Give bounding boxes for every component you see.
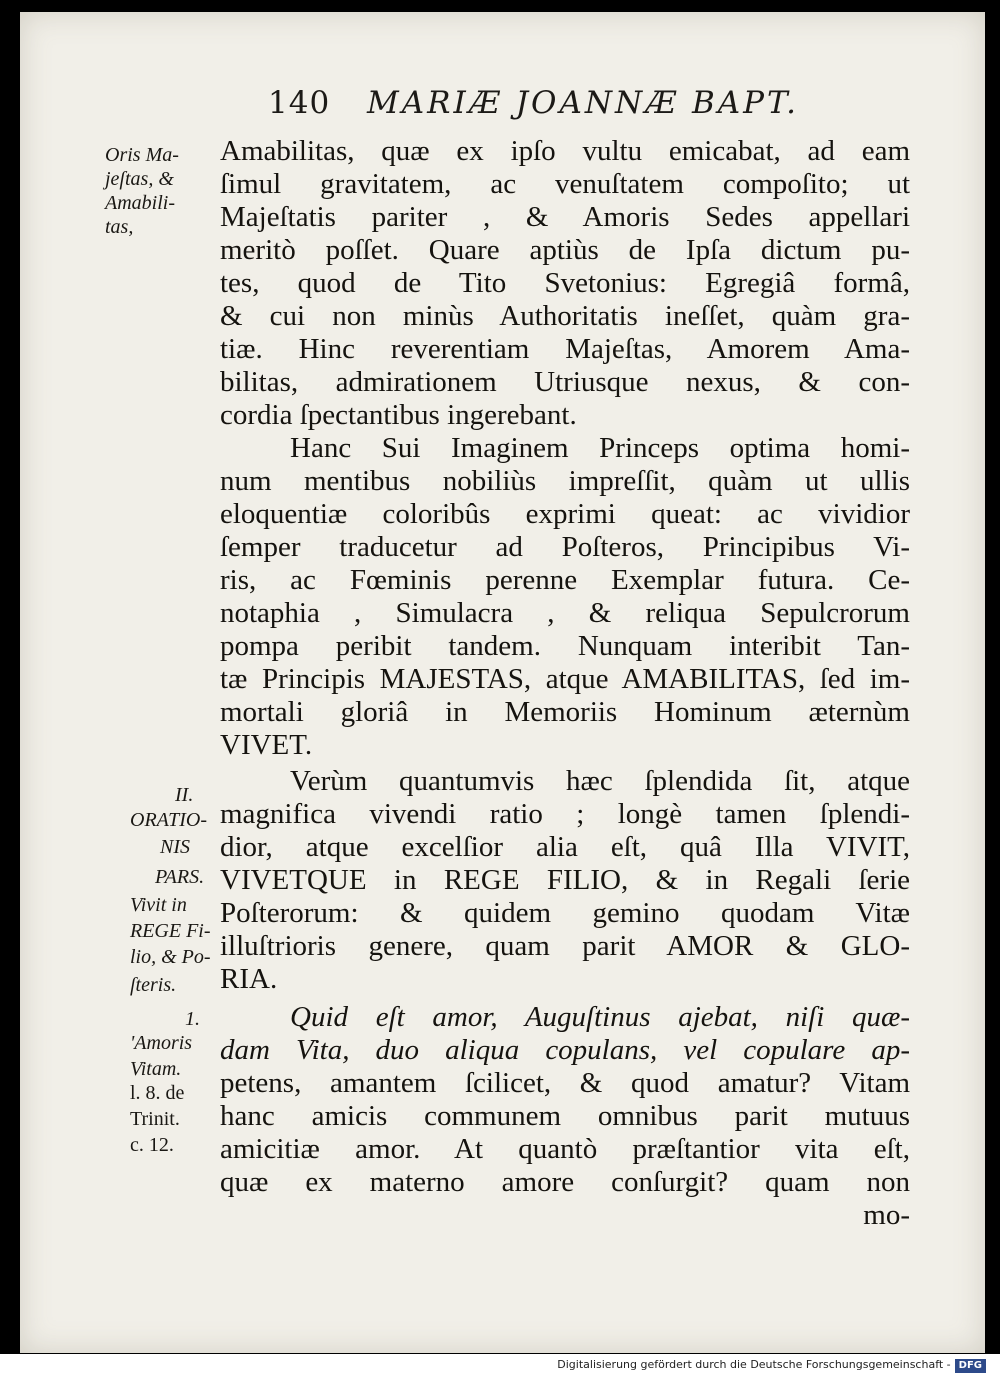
catchword: mo-: [863, 1199, 910, 1231]
text-line: Quid eſt amor, Auguſtinus ajebat, niſi quæ-: [290, 1001, 910, 1033]
margin-note-line: tas,: [105, 216, 134, 238]
text-line: magnifica vivendi ratio ; longè tamen ſplendi-: [220, 798, 910, 830]
text-line: notaphia , Simulacra , & reliqua Sepulcrorum: [220, 597, 910, 629]
margin-note-line: l. 8. de: [130, 1082, 185, 1104]
margin-note-line: Vivit in: [130, 894, 187, 916]
text-line: petens, amantem ſcilicet, & quod amatur? Vitam: [220, 1067, 910, 1099]
footer-credit: Digitalisierung gefördert durch die Deutsche Forschungsgemeinschaft - DFG: [557, 1358, 1000, 1371]
text-line: VIVETQUE in REGE FILIO, & in Regali ſerie: [220, 864, 910, 896]
margin-note-line: 'Amoris: [130, 1032, 193, 1054]
margin-note-line: Amabili-: [105, 192, 175, 214]
margin-note-line: ORATIO-: [130, 809, 208, 831]
margin-note-line: ſteris.: [130, 974, 177, 996]
text-line: VIVET.: [220, 729, 313, 761]
text-line: Amabilitas, quæ ex ipſo vultu emicabat, ad eam: [220, 135, 910, 167]
text-line: tes, quod de Tito Svetonius: Egregiâ formâ,: [220, 267, 910, 299]
text-line: hanc amicis communem omnibus parit mutuus: [220, 1100, 910, 1132]
running-header: [268, 85, 799, 121]
text-line: eloquentiæ coloribûs exprimi queat: ac vividior: [220, 498, 910, 530]
margin-note-line: lio, & Po-: [130, 946, 211, 968]
digitization-footer: [0, 1354, 1000, 1376]
text-line: Verùm quantumvis hæc ſplendida ſit, atque: [290, 765, 910, 797]
dfg-logo: DFG: [955, 1359, 986, 1373]
margin-note-line: PARS.: [155, 866, 205, 888]
text-line: & cui non minùs Authoritatis ineſſet, quàm gra-: [220, 300, 910, 332]
text-line: mortali gloriâ in Memoriis Hominum æternùm: [220, 696, 910, 728]
margin-note-line: 1.: [185, 1008, 200, 1030]
text-line: quæ ex materno amore conſurgit? quam non: [220, 1166, 910, 1198]
text-line: Poſterorum: & quidem gemino quodam Vitæ: [220, 897, 910, 929]
text-line: dam Vita, duo aliqua copulans, vel copulare ap-: [220, 1034, 910, 1066]
text-line: RIA.: [220, 963, 278, 995]
text-line: pompa peribit tandem. Nunquam interibit Tan-: [220, 630, 910, 662]
text-line: ris, ac Fœminis perenne Exemplar futura. Ce-: [220, 564, 910, 596]
text-line: illuſtrioris genere, quam parit AMOR & GLO-: [220, 930, 910, 962]
text-line: Majeſtatis pariter , & Amoris Sedes appellari: [220, 201, 910, 233]
text-line: amicitiæ amor. At quantò præſtantior vita eſt,: [220, 1133, 910, 1165]
text-line: bilitas, admirationem Utriusque nexus, & con-: [220, 366, 910, 398]
margin-note-line: Vitam.: [130, 1058, 182, 1080]
margin-note-line: Oris Ma-: [105, 144, 179, 166]
text-line: ſemper traducetur ad Poſteros, Principibus Vi-: [220, 531, 910, 563]
text-line: cordia ſpectantibus ingerebant.: [220, 399, 577, 431]
margin-note-line: II.: [175, 784, 194, 806]
text-line: meritò poſſet. Quare aptiùs de Ipſa dictum pu-: [220, 234, 910, 266]
text-line: dior, atque excelſior alia eſt, quâ Illa VIVIT,: [220, 831, 910, 863]
margin-note-line: REGE Fi-: [130, 920, 211, 942]
margin-note-line: Trinit.: [130, 1108, 180, 1130]
margin-note-line: NIS: [160, 836, 190, 858]
text-line: num mentibus nobiliùs impreſſit, quàm ut ullis: [220, 465, 910, 497]
text-line: tæ Principis MAJESTAS, atque AMABILITAS, ſed im-: [220, 663, 910, 695]
text-line: Hanc Sui Imaginem Princeps optima homi-: [290, 432, 910, 464]
running-title: MARIÆ JOANNÆ BAPT.: [367, 85, 799, 121]
text-line: ſimul gravitatem, ac venuſtatem compoſito; ut: [220, 168, 910, 200]
page-number: 140: [268, 85, 331, 121]
margin-note-line: jeſtas, &: [105, 168, 174, 190]
margin-note-line: c. 12.: [130, 1134, 174, 1156]
text-line: tiæ. Hinc reverentiam Majeſtas, Amorem Ama-: [220, 333, 910, 365]
